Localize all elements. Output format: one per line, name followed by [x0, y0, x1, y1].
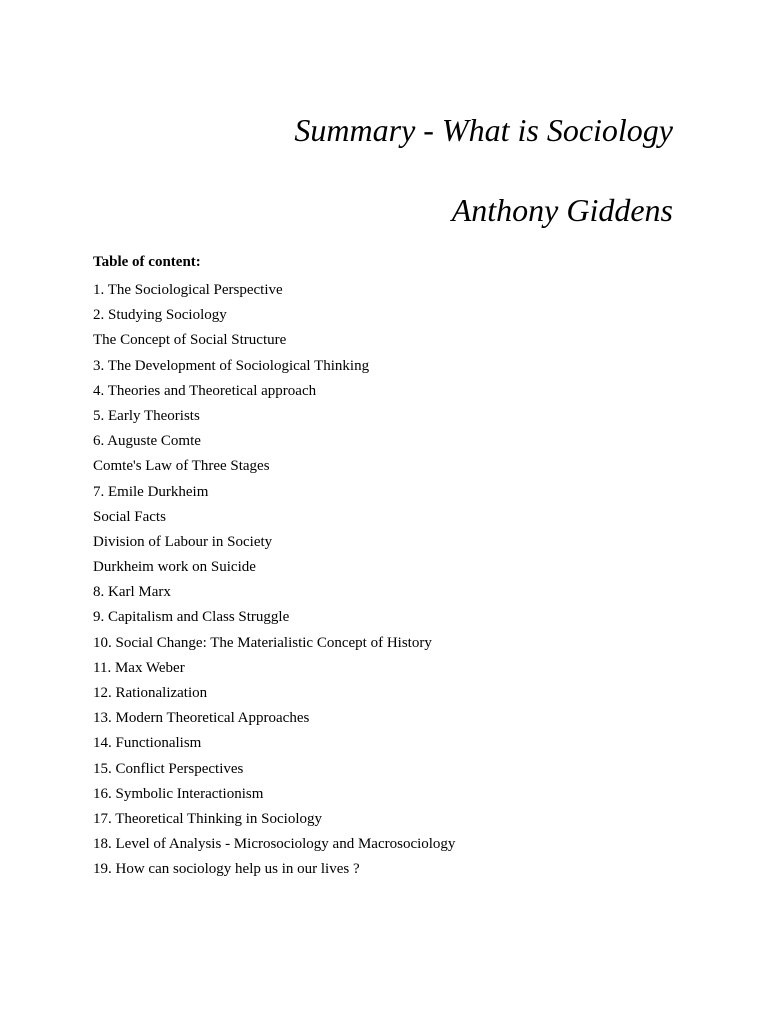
- toc-item[interactable]: 16. Symbolic Interactionism: [93, 785, 264, 802]
- toc-item[interactable]: 8. Karl Marx: [93, 584, 171, 601]
- toc-item[interactable]: 10. Social Change: The Materialistic Concept of History: [93, 634, 432, 651]
- toc-item[interactable]: 9. Capitalism and Class Struggle: [93, 609, 290, 626]
- table-of-contents: [93, 252, 693, 883]
- toc-list: [93, 278, 693, 883]
- toc-item[interactable]: 12. Rationalization: [93, 685, 208, 701]
- toc-item[interactable]: Division of Labour in Society: [93, 533, 273, 550]
- toc-item[interactable]: 18. Level of Analysis - Microsociology and Macrosociology: [93, 836, 456, 853]
- toc-item[interactable]: Comte's Law of Three Stages: [93, 458, 270, 475]
- toc-item[interactable]: The Concept of Social Structure: [93, 332, 287, 349]
- toc-item[interactable]: 19. How can sociology help us in our lives ?: [93, 861, 360, 878]
- document-author: Anthony Giddens: [451, 192, 673, 228]
- toc-item[interactable]: 14. Functionalism: [93, 735, 202, 752]
- toc-item[interactable]: 11. Max Weber: [93, 659, 185, 676]
- toc-item[interactable]: 5. Early Theorists: [93, 407, 200, 424]
- document-title: Summary - What is Sociology: [294, 112, 673, 148]
- toc-item[interactable]: 13. Modern Theoretical Approaches: [93, 710, 310, 727]
- toc-item[interactable]: 2. Studying Sociology: [93, 307, 227, 324]
- toc-item[interactable]: 17. Theoretical Thinking in Sociology: [93, 810, 322, 827]
- toc-item[interactable]: 3. The Development of Sociological Thinking: [93, 357, 370, 374]
- toc-heading: Table of content:: [93, 254, 201, 270]
- toc-item[interactable]: 4. Theories and Theoretical approach: [93, 382, 317, 399]
- toc-item[interactable]: 15. Conflict Perspectives: [93, 760, 244, 777]
- toc-item[interactable]: Durkheim work on Suicide: [93, 559, 256, 576]
- toc-item[interactable]: 1. The Sociological Perspective: [93, 282, 283, 298]
- toc-item[interactable]: 7. Emile Durkheim: [93, 483, 209, 500]
- toc-item[interactable]: 6. Auguste Comte: [93, 433, 201, 450]
- toc-item[interactable]: Social Facts: [93, 508, 166, 525]
